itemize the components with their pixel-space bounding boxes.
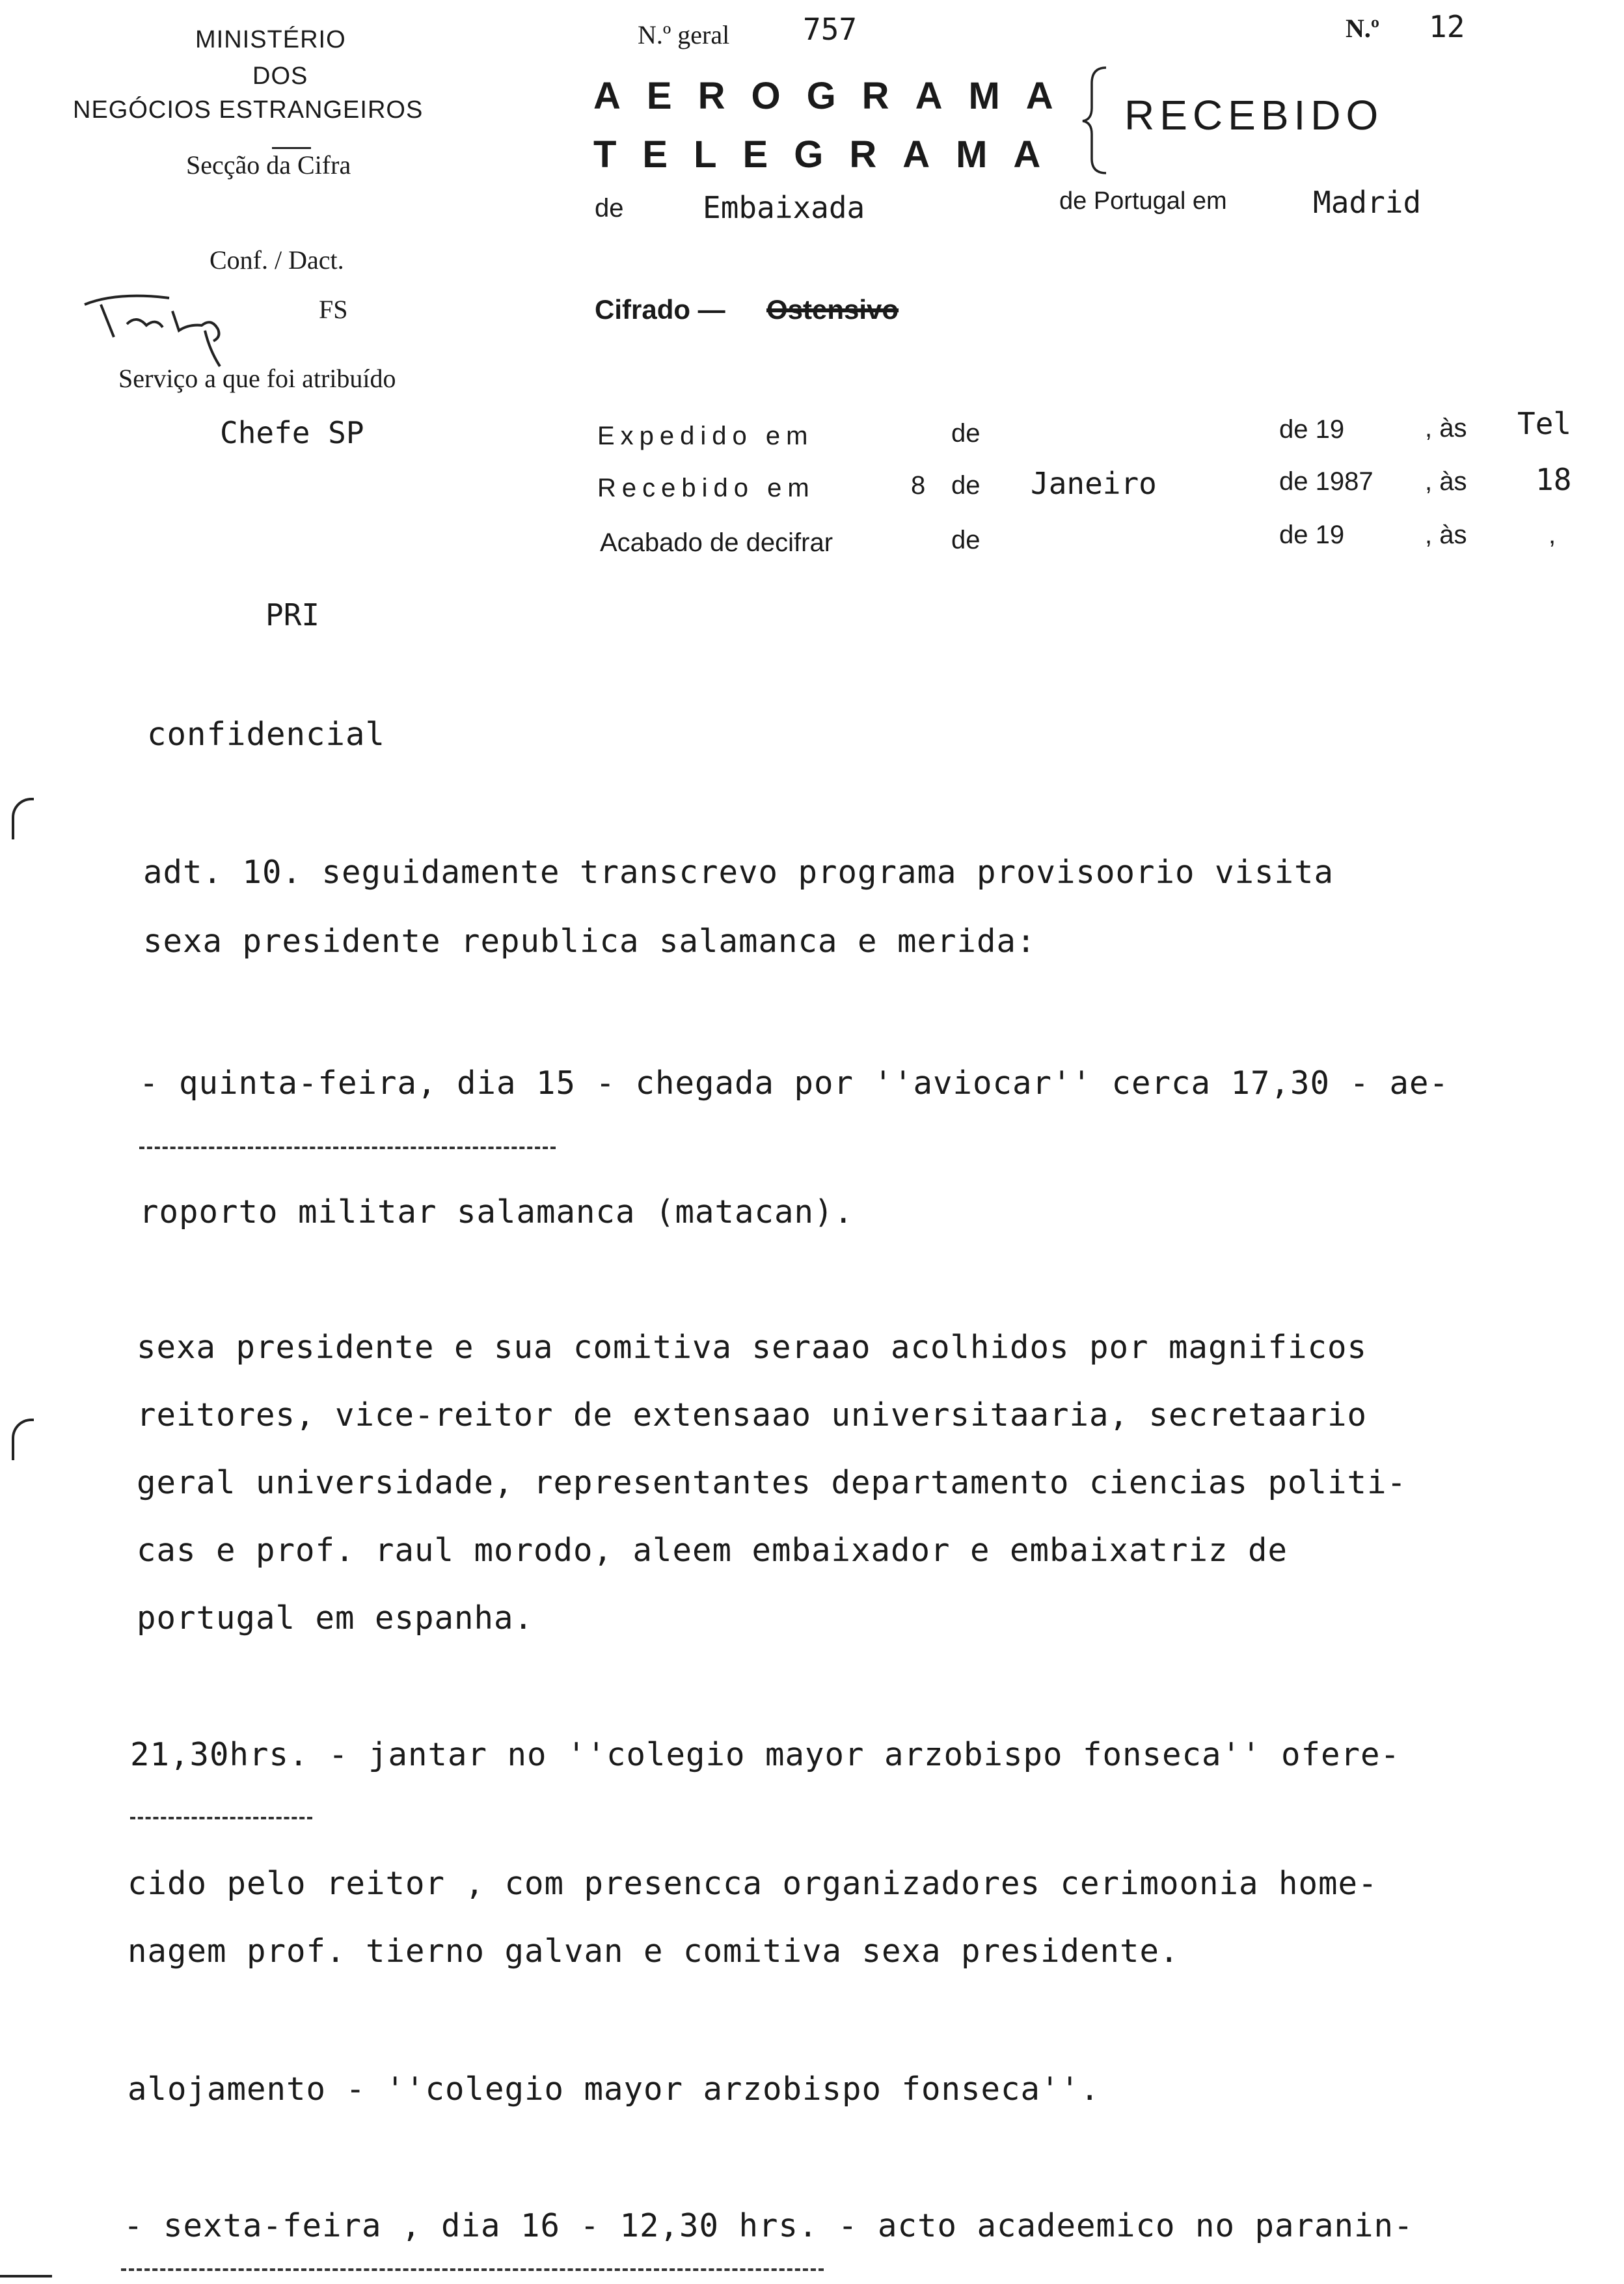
recebido-year: de 1987 — [1279, 467, 1374, 496]
section-label: Secção da Cifra — [186, 150, 351, 180]
geral-label: N.º geral — [638, 20, 730, 49]
expedido-as: , às — [1425, 414, 1467, 442]
recebido-day: 8 — [911, 471, 926, 500]
acabado-year: de 19 — [1279, 521, 1345, 549]
priority: PRI — [265, 597, 320, 632]
expedido-year: de 19 — [1279, 415, 1345, 444]
service-label: Serviço a que foi atribuído — [118, 364, 396, 393]
para1-line2: sexa presidente republica salamanca e merida: — [143, 923, 1036, 960]
portugal-label: de Portugal em — [1059, 187, 1227, 215]
recebido-month: Janeiro — [1031, 466, 1157, 501]
underline-dashes — [130, 1817, 312, 1819]
underline-dashes — [121, 2268, 824, 2271]
recebido-de: de — [951, 471, 981, 500]
para4-line3: nagem prof. tierno galvan e comitiva sexa presidente. — [128, 1933, 1180, 1970]
para5-line1: alojamento - ''colegio mayor arzobispo fonseca''. — [128, 2071, 1100, 2108]
para2-line1: - quinta-feira, dia 15 - chegada por ''aviocar'' cerca 17,30 - ae- — [139, 1065, 1450, 1102]
brace-icon — [1080, 65, 1113, 176]
acabado-de: de — [951, 526, 981, 554]
acabado-label: Acabado de decifrar — [600, 528, 833, 557]
service-value: Chefe SP — [220, 415, 364, 450]
conf-value: FS — [319, 295, 348, 324]
conf-dact-label: Conf. / Dact. — [210, 245, 344, 275]
ministry-underline — [272, 147, 311, 149]
number-value: 12 — [1429, 9, 1465, 44]
acabado-as: , às — [1425, 521, 1467, 549]
ministry-line-2: DOS — [252, 62, 308, 90]
geral-value: 757 — [803, 12, 858, 47]
de-label: de — [595, 194, 624, 223]
para3-line4: cas e prof. raul morodo, aleem embaixador e embaixatriz de — [137, 1532, 1288, 1569]
expedido-label: Expedido em — [597, 422, 814, 450]
handwritten-initials — [65, 279, 273, 376]
para3-line5: portugal em espanha. — [137, 1599, 534, 1637]
ostensivo-struck: Ostensivo — [766, 294, 899, 325]
number-label: N.º — [1346, 14, 1380, 43]
para3-line2: reitores, vice-reitor de extensaao universitaaria, secretaario — [137, 1396, 1368, 1434]
cifrado-label: Cifrado — — [595, 294, 725, 325]
para3-line3: geral universidade, representantes departamento ciencias politi- — [137, 1464, 1407, 1501]
ministry-line-1: MINISTÉRIO — [195, 26, 346, 53]
recebido-time: 18 — [1536, 462, 1572, 497]
para1-line1: adt. 10. seguidamente transcrevo programa provisoorio visita — [143, 854, 1334, 891]
de-value: Embaixada — [703, 190, 865, 225]
para2-line2: roporto militar salamanca (matacan). — [139, 1193, 854, 1230]
city-value: Madrid — [1313, 185, 1422, 220]
telegrama-label: TELEGRAMA — [593, 133, 1067, 176]
para4-line1: 21,30hrs. - jantar no ''colegio mayor arzobispo fonseca'' ofere- — [130, 1736, 1401, 1773]
recebido-as: , às — [1425, 467, 1467, 496]
para3-line1: sexa presidente e sua comitiva seraao acolhidos por magnificos — [137, 1329, 1368, 1366]
classification: confidencial — [147, 716, 386, 753]
expedido-time: Tel — [1517, 406, 1572, 441]
margin-mark — [12, 1419, 34, 1460]
margin-mark — [12, 798, 34, 839]
expedido-de: de — [951, 419, 981, 448]
recebido-stamp: RECEBIDO — [1124, 92, 1384, 139]
para6-line1: - sexta-feira , dia 16 - 12,30 hrs. - acto acadeemico no paranin- — [124, 2207, 1414, 2244]
para4-line2: cido pelo reitor , com presencca organizadores cerimoonia home- — [128, 1865, 1378, 1902]
recebido-label: Recebido em — [597, 474, 815, 502]
aerograma-label: AEROGRAMA — [593, 75, 1079, 117]
acabado-time: , — [1549, 521, 1556, 549]
underline-dashes — [139, 1147, 556, 1149]
ministry-line-3: NEGÓCIOS ESTRANGEIROS — [73, 96, 424, 124]
margin-mark — [0, 2275, 52, 2277]
